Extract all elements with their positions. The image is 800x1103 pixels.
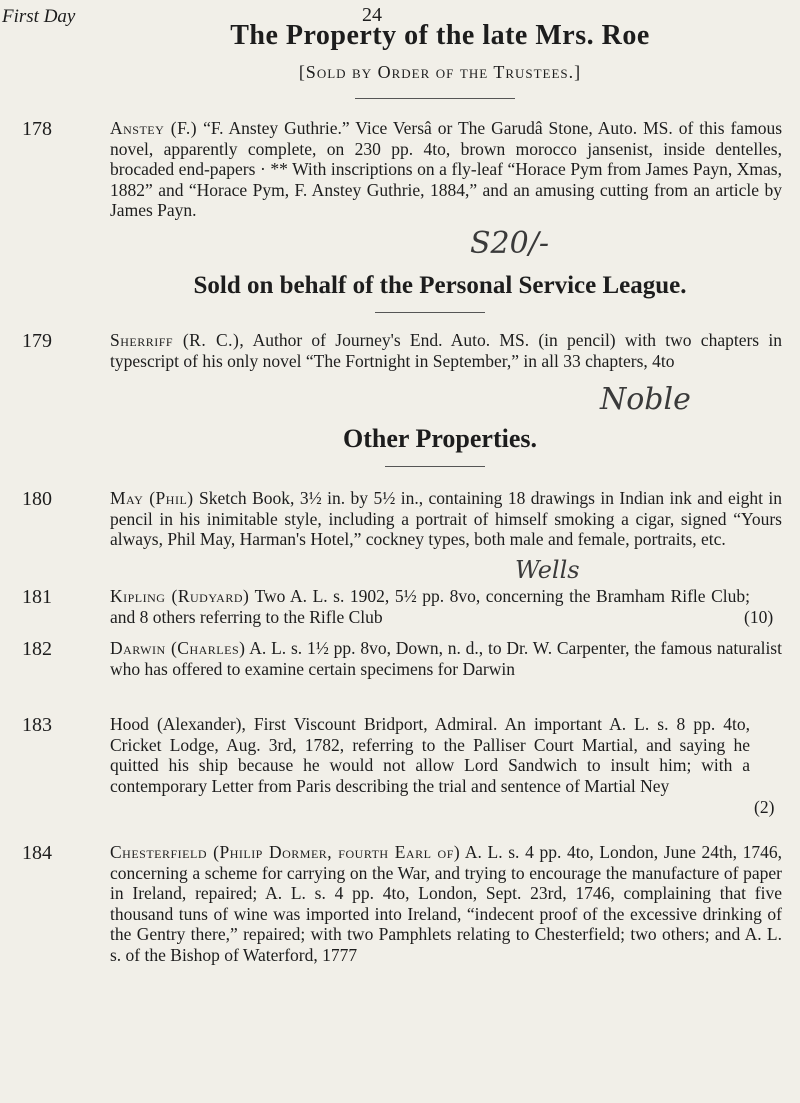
page-number: 24	[362, 4, 382, 26]
section-heading: The Property of the late Mrs. Roe	[230, 20, 650, 51]
section-subheading: [Sold by Order of the Trustees.]	[298, 62, 582, 82]
divider	[385, 466, 485, 467]
divider	[375, 312, 485, 313]
lot-price: (2)	[754, 797, 775, 817]
pencil-annotation: Noble	[600, 382, 691, 417]
lot-author: Darwin (Charles)	[110, 638, 246, 658]
lot-description	[110, 714, 750, 796]
lot-author: Anstey (F.)	[110, 118, 198, 138]
lot-description	[110, 330, 782, 371]
lot-price: (10)	[744, 607, 774, 627]
lot-text: Sketch Book, 3½ in. by 5½ in., containing 18 drawings in Indian ink and eight in pencil in his inimitable style, including a portrait of himself smoking a cigar, signed “Yours always, Phil May, Harman's Hotel,” cockney types, both male and female, portraits, etc.	[110, 488, 783, 550]
divider	[355, 98, 515, 99]
lot-text: Author of Journey's End. Auto. MS. (in pencil) with two chapters in typescript of his only novel “The Fortnight in September,” in all 33 chapters, 4to	[110, 330, 782, 371]
lot-description	[110, 488, 782, 550]
lot-number: 180	[22, 488, 52, 510]
lot-text: “F. Anstey Guthrie.” Vice Versâ or The Garudâ Stone, Auto. MS. of this famous novel, apparently complete, on 230 pp. 4to, brown morocco jansenist, inside dentelles, brocaded end-papers · ** With inscriptions on a fly-leaf “Horace Pym from James Payn, Xmas, 1882” and “Horace Pym, F. Anstey Guthrie, 1884,” and an amusing cutting from an article by James Payn.	[110, 118, 782, 221]
lot-description	[110, 842, 782, 966]
lot-number: 182	[22, 638, 52, 660]
lot-text: Two A. L. s. 1902, 5½ pp. 8vo, concerning the Bramham Rifle Club; and 8 others referring to the Rifle Club	[110, 586, 750, 627]
lot-author: Sherriff (R. C.),	[110, 330, 245, 350]
lot-author: Hood (Alexander),	[110, 714, 246, 734]
lot-number: 183	[22, 714, 52, 736]
lot-description	[110, 118, 782, 221]
lot-author: Chesterfield (Philip Dormer, fourth Earl of)	[110, 842, 461, 862]
other-properties-heading: Other Properties.	[343, 424, 537, 453]
lot-description	[110, 586, 750, 627]
pencil-annotation: Wells	[515, 556, 580, 584]
lot-text: A. L. s. 1½ pp. 8vo, Down, n. d., to Dr. W. Carpenter, the famous naturalist who has offered to examine certain specimens for Darwin	[110, 638, 782, 679]
lot-text: A. L. s. 4 pp. 4to, London, June 24th, 1746, concerning a scheme for carrying on the War, and trying to encourage the manufacture of paper in Ireland, repaired; A. L. s. 4 pp. 4to, London, Sept. 23rd, 1746, complaining that five thousand tuns of wine was imported into Ireland, “indecent proof of the excessive drinking of the Gentry there,” repaired; with two Pamphlets relating to Chesterfield; two others; and A. L. s. of the Bishop of Waterford, 1777	[110, 842, 782, 965]
running-head-day: First Day	[2, 6, 76, 27]
lot-author: May (Phil)	[110, 488, 194, 508]
lot-author: Kipling (Rudyard)	[110, 586, 250, 606]
sold-note: Sold on behalf of the Personal Service League.	[193, 272, 687, 299]
lot-number: 179	[22, 330, 52, 352]
lot-number: 181	[22, 586, 52, 608]
lot-number: 178	[22, 118, 52, 140]
lot-description	[110, 638, 782, 679]
pencil-annotation: S20/-	[470, 226, 549, 261]
lot-number: 184	[22, 842, 52, 864]
lot-text: First Viscount Bridport, Admiral. An important A. L. s. 8 pp. 4to, Cricket Lodge, Aug. 3rd, 1782, referring to the Palliser Court Martial, and saying he quitted his ship because he would not allow Lord Sandwich to insult him; with a contemporary Letter from Paris describing the trial and sentence of Martial Ney	[110, 714, 750, 796]
